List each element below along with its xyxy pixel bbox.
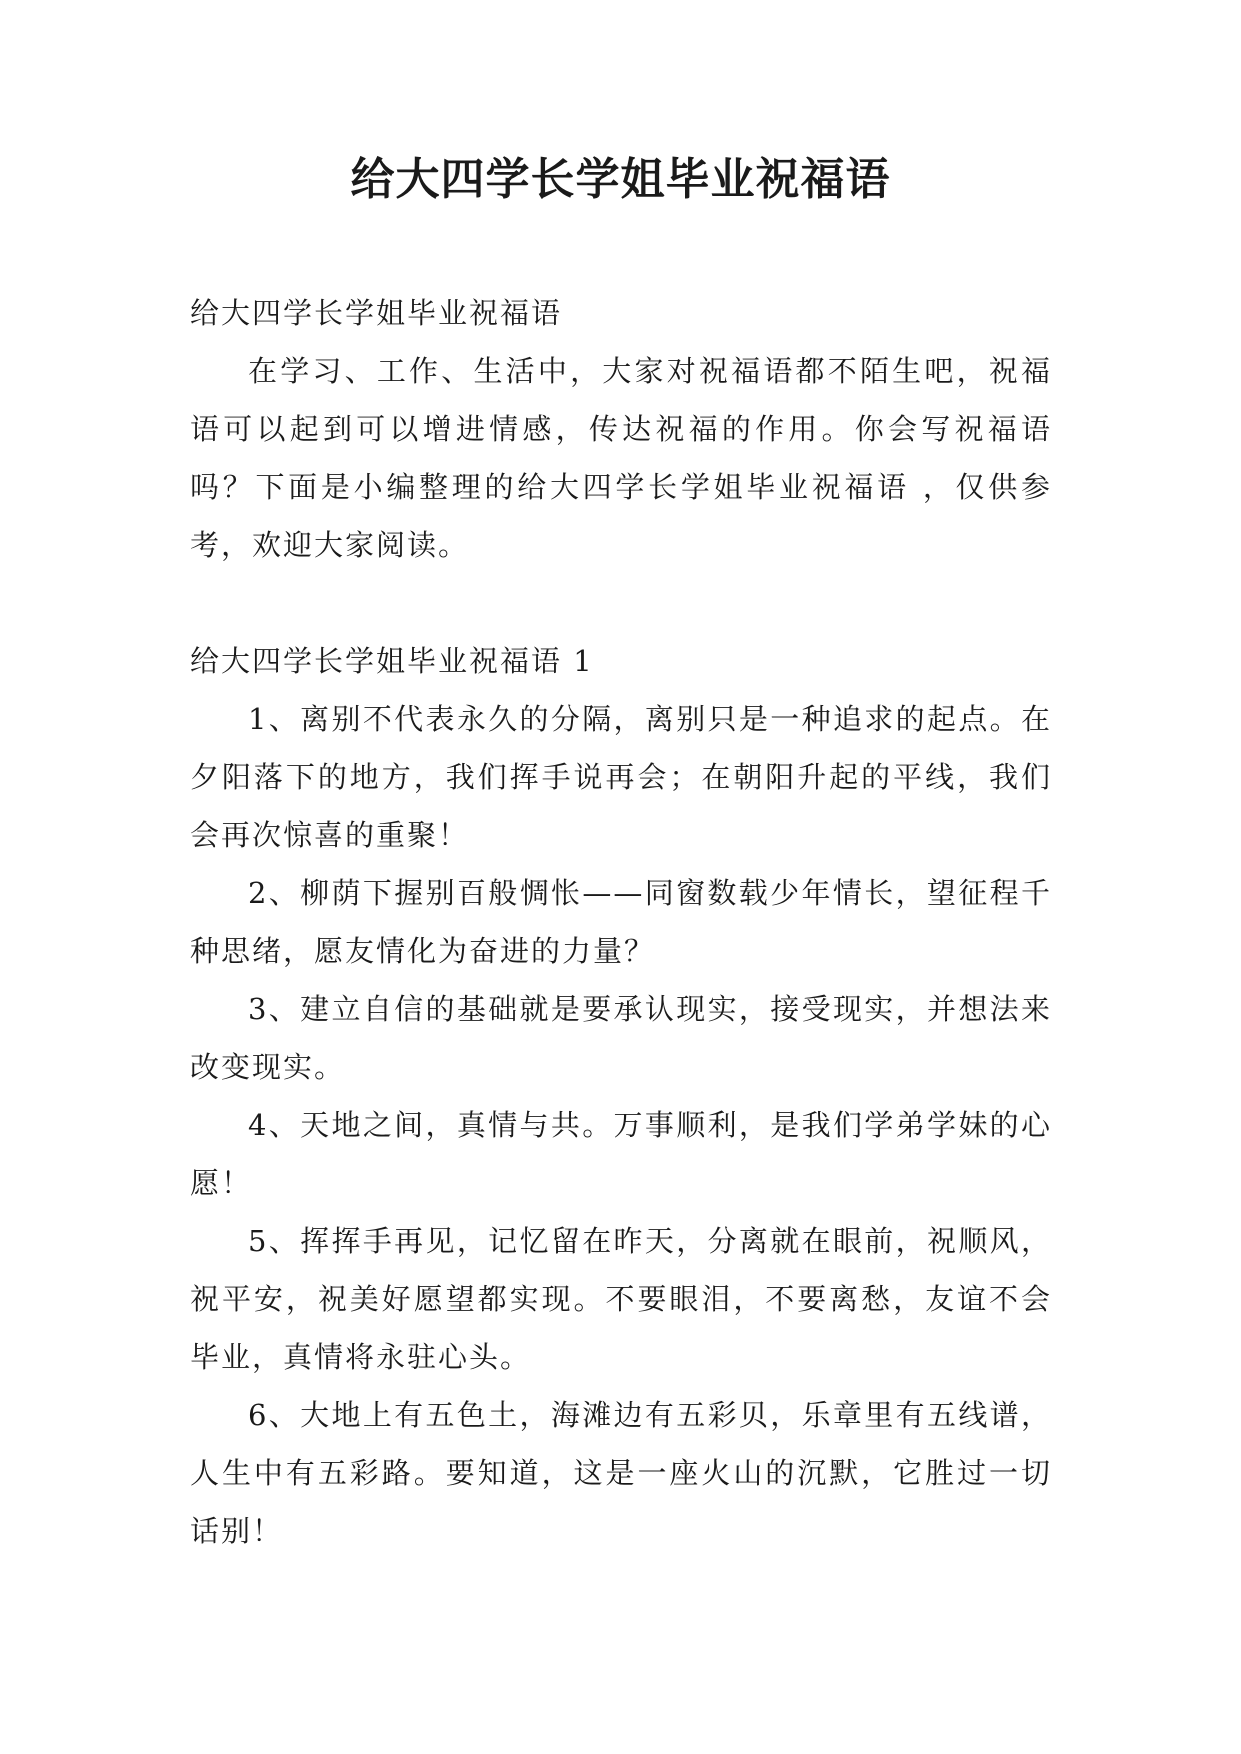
section-heading: 给大四学长学姐毕业祝福语 1 xyxy=(190,644,594,678)
document-title: 给大四学长学姐毕业祝福语 xyxy=(350,154,891,205)
blessing-item-6: 6、大地上有五色土，海滩边有五彩贝，乐章里有五线谱，人生中有五彩路。要知道，这是一座火山的沉默，它胜过一切话别！ xyxy=(190,1398,1052,1548)
document-body xyxy=(190,284,1052,1560)
document-subtitle: 给大四学长学姐毕业祝福语 xyxy=(190,296,563,330)
blessing-item-2: 2、柳荫下握别百般惆怅——同窗数载少年情长，望征程千种思绪，愿友情化为奋进的力量？ xyxy=(190,876,1052,968)
intro-paragraph: 在学习、工作、生活中，大家对祝福语都不陌生吧，祝福语可以起到可以增进情感，传达祝福的作用。你会写祝福语吗？下面是小编整理的给大四学长学姐毕业祝福语 ，仅供参考，欢迎大家阅读。 xyxy=(190,354,1052,562)
blessing-item-1: 1、离别不代表永久的分隔，离别只是一种追求的起点。在夕阳落下的地方，我们挥手说再会；在朝阳升起的平线，我们会再次惊喜的重聚！ xyxy=(190,702,1052,852)
blessing-item-3: 3、建立自信的基础就是要承认现实，接受现实，并想法来改变现实。 xyxy=(190,992,1052,1084)
blessing-item-4: 4、天地之间，真情与共。万事顺利，是我们学弟学妹的心愿！ xyxy=(190,1108,1052,1200)
blessing-item-5: 5、挥挥手再见，记忆留在昨天，分离就在眼前，祝顺风，祝平安，祝美好愿望都实现。不要眼泪，不要离愁，友谊不会毕业，真情将永驻心头。 xyxy=(190,1224,1052,1374)
paragraph-spacer xyxy=(190,574,1052,632)
